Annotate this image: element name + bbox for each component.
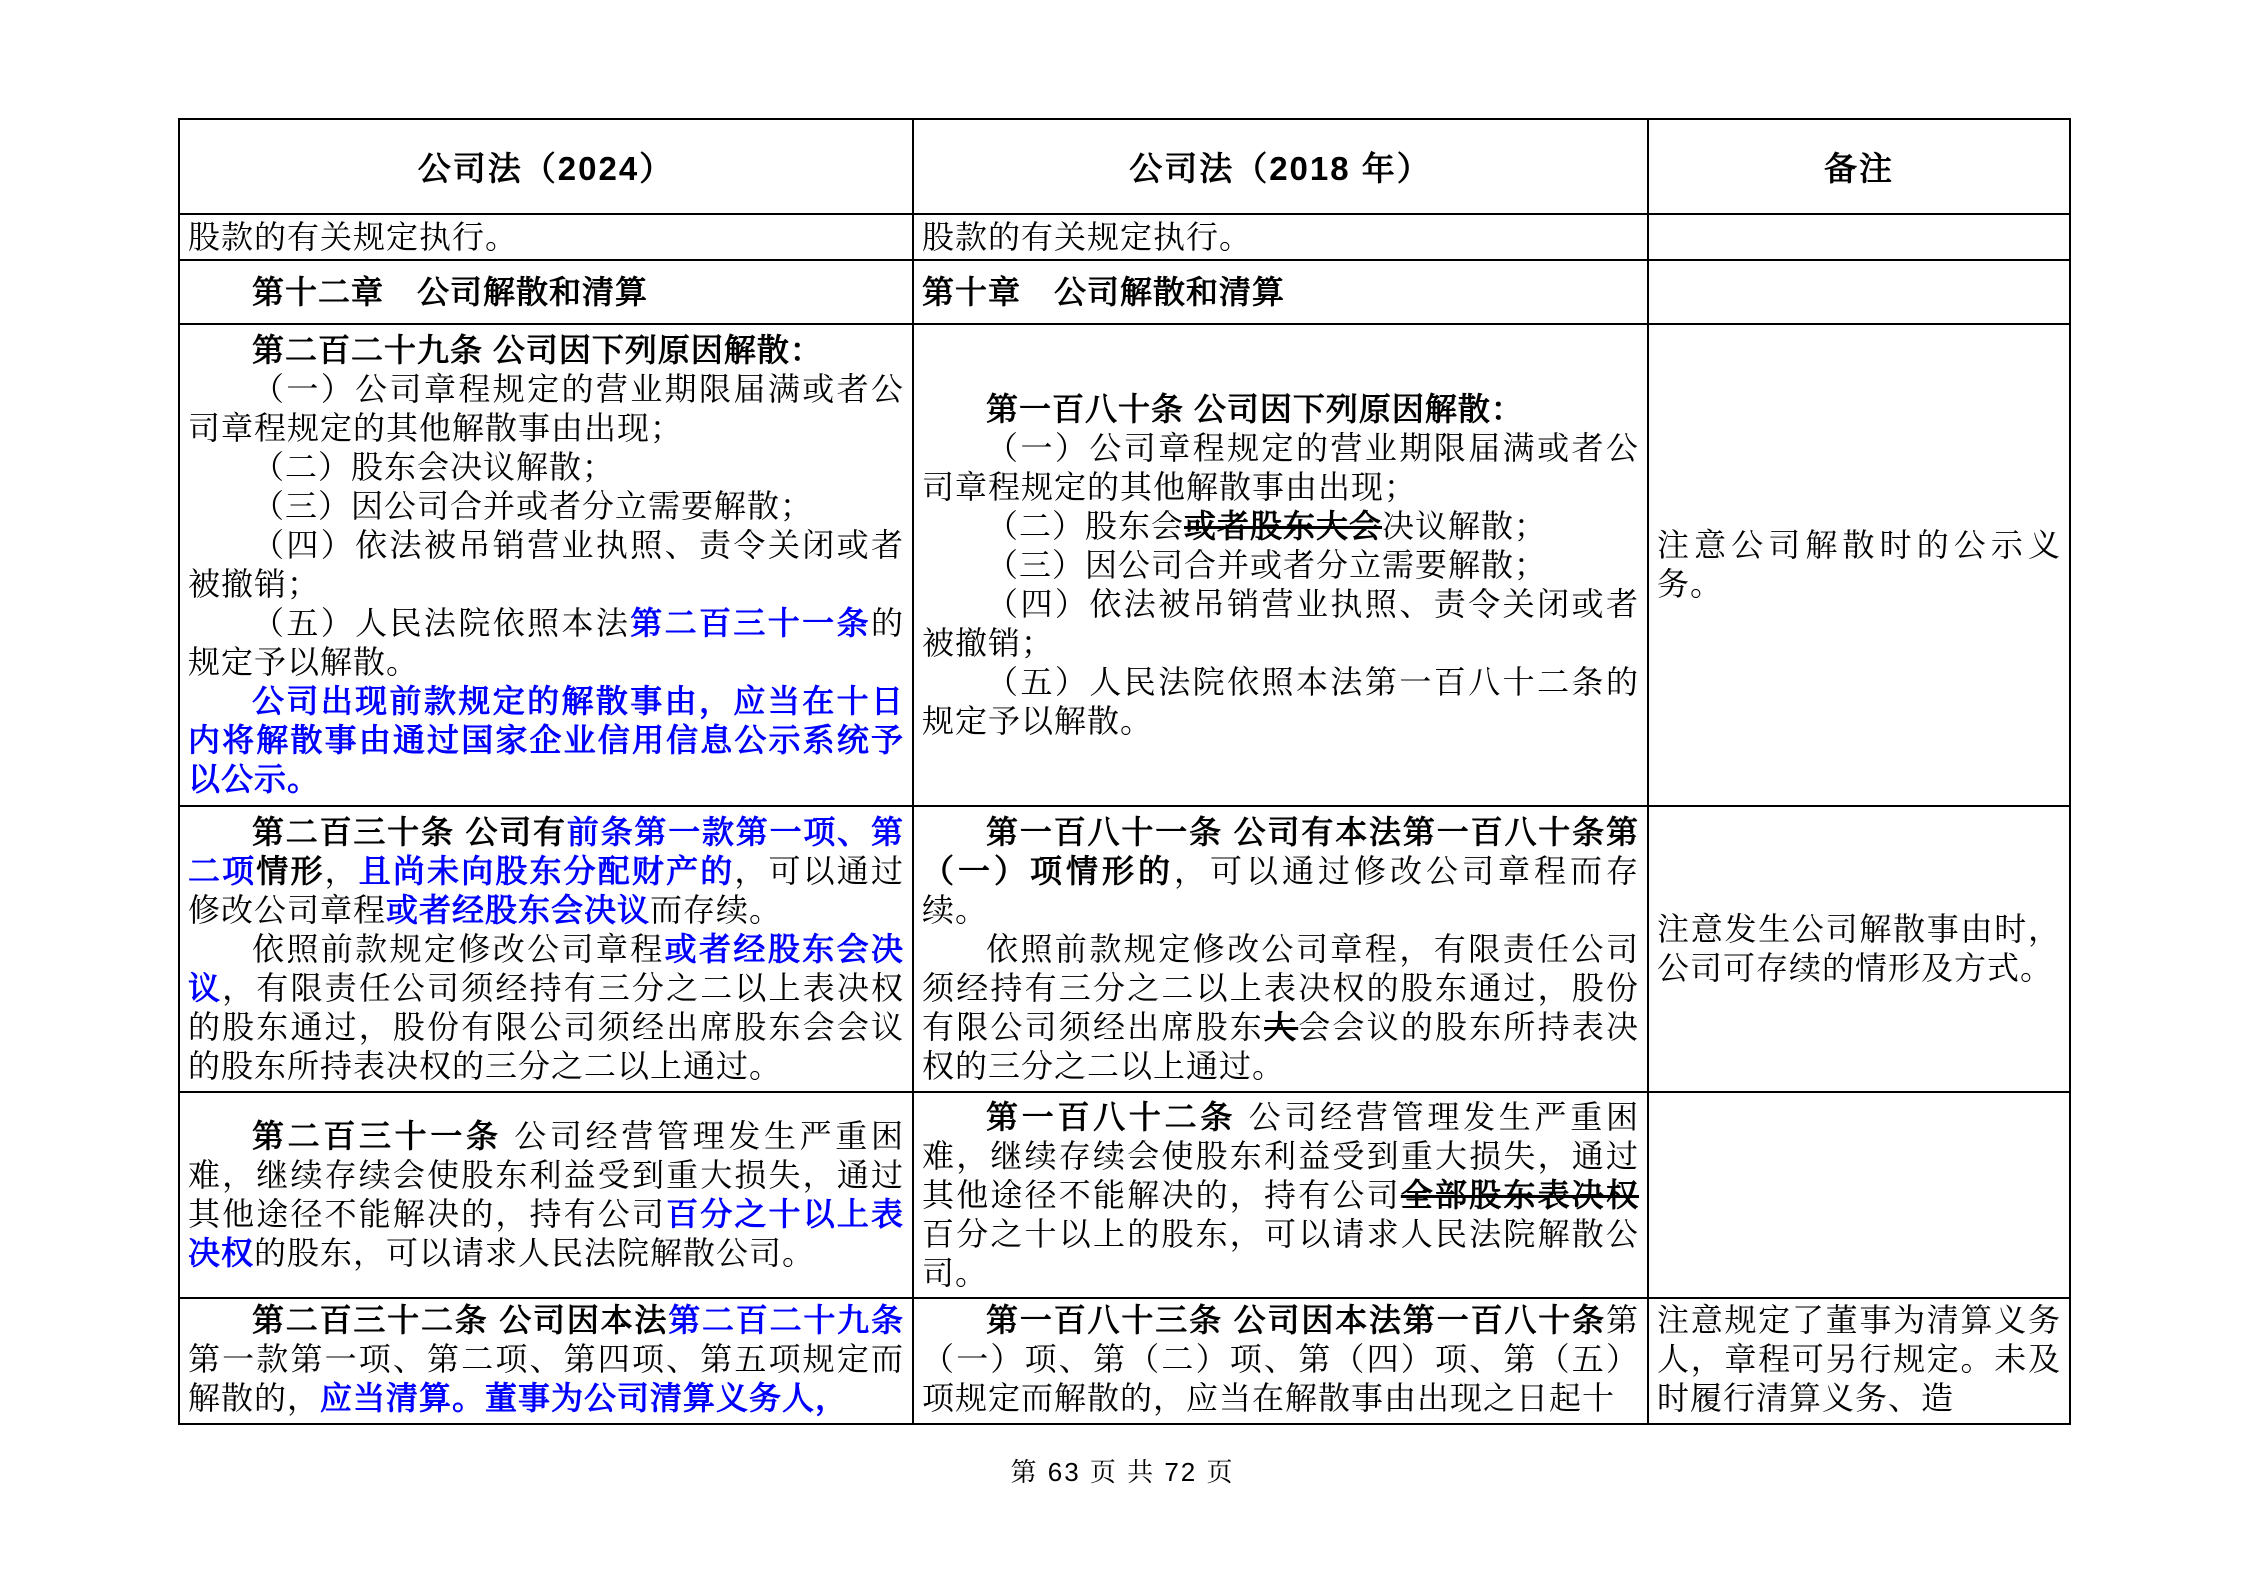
deleted-text-segment: 大 [1263,1008,1299,1045]
text-segment: 公司经营管理发生严重困难，继续存续会使股东利益受到重大损失，通过其他途径不能解决的，持有公司 [922,1098,1639,1213]
text-paragraph [1657,1301,2061,1418]
added-text-segment: 第二百二十九条 [668,1302,904,1338]
clipped-cell-content [188,1301,904,1419]
text-segment: （四）依法被吊销营业执照、责令关闭或者被撤销； [188,527,904,602]
text-paragraph [922,1301,1639,1418]
text-paragraph [188,813,904,930]
cell-2024-continuation [179,214,913,260]
text-segment: ， [324,852,359,889]
text-paragraph [922,218,1639,257]
cell-2018-article-180 [913,324,1648,806]
text-segment: （二）股东会决议解散； [252,449,616,485]
cell-2018-continuation [913,214,1648,260]
text-paragraph [922,273,1639,312]
text-segment: 依照前款规定修改公司章程 [252,930,665,967]
text-paragraph [922,390,1639,429]
added-text-segment: 且尚未向股东分配财产的 [358,852,735,889]
table-row-chapter [179,260,2070,324]
added-text-segment: 前条第一款第一项、第二项 [188,813,904,889]
clipped-cell-content [922,1301,1639,1419]
table-row-article-230 [179,806,2070,1092]
text-segment: 第二百三十条 公司有 [252,813,567,850]
text-paragraph [188,1301,904,1418]
text-segment: 第一百八十三条 公司因本法第一百八十条 [986,1302,1606,1338]
text-paragraph [922,930,1639,1086]
text-paragraph [188,331,904,370]
text-segment: 第二百三十一条 [252,1118,502,1154]
cell-2018-chapter [913,260,1648,324]
cell-remarks-article-232 [1648,1298,2070,1424]
text-segment: 的股东，可以请求人民法院解散公司。 [254,1235,816,1271]
text-segment: 而存续。 [650,891,783,928]
cell-2024-article-230 [179,806,913,1092]
header-remarks: 备注 [1648,119,2070,214]
table-row-article-231 [179,1092,2070,1298]
cell-2024-article-229 [179,324,913,806]
text-segment: （五）人民法院依照本法 [252,605,631,641]
text-segment: 第一百八十条 公司因下列原因解散： [986,390,1524,427]
law-comparison-table [178,118,2071,1425]
table-row-article-229 [179,324,2070,806]
text-segment: ，可以通过修改公司章程而存续。 [922,852,1639,928]
text-segment: 第二百二十九条 公司因下列原因解散： [252,332,823,368]
deleted-text-segment: 全部股东表决权 [1400,1176,1639,1213]
text-segment: ，有限责任公司须经持有三分之二以上表决权的股东通过，股份有限公司须经出席股东会会议的股东所持表决权的三分之二以上通过。 [188,969,904,1084]
added-text-segment: 或者经股东会决议 [188,930,904,1006]
text-paragraph [188,370,904,448]
text-segment: 第（一）项、第（二）项、第（四）项、第（五）项规定而解散的，应当在解散事由出现之日起十 [922,1302,1639,1416]
text-paragraph [922,1098,1639,1293]
cell-2018-article-182 [913,1092,1648,1298]
text-segment: 第十章 公司解散和清算 [922,273,1286,310]
clipped-cell-content [1657,1301,2061,1419]
text-segment: 情形 [256,852,325,889]
text-segment: 的规定予以解散。 [188,605,904,680]
text-segment: 第十二章 公司解散和清算 [252,273,649,310]
cell-remarks-chapter [1648,260,2070,324]
header-law-2018: 公司法（2018 年） [913,119,1648,214]
text-segment: 公司经营管理发生严重困难，继续存续会使股东利益受到重大损失，通过其他途径不能解决的，持有公司 [188,1118,904,1232]
text-paragraph [188,448,904,487]
text-paragraph [188,218,904,257]
text-segment: 第一百八十二条 [986,1098,1237,1135]
added-text-segment: 应当清算。董事为公司清算义务人， [320,1380,849,1416]
text-paragraph [922,507,1639,546]
text-segment: （三）因公司合并或者分立需要解散； [252,488,814,524]
text-segment: （一）公司章程规定的营业期限届满或者公司章程规定的其他解散事由出现； [188,371,904,446]
text-paragraph [188,273,904,312]
text-paragraph [188,526,904,604]
page-number-footer: 第 63 页 共 72 页 [1010,1457,1235,1487]
table-header-row [179,119,2070,214]
text-segment: 股款的有关规定执行。 [922,218,1253,255]
table-row-continuation [179,214,2070,260]
text-segment: 会会议的股东所持表决权的三分之二以上通过。 [922,1008,1639,1084]
deleted-text-segment: 或者股东大会 [1184,507,1383,544]
header-law-2024: 公司法（2024） [179,119,913,214]
cell-2024-chapter [179,260,913,324]
text-paragraph [1657,526,2061,604]
text-segment: 百分之十以上的股东，可以请求人民法院解散公司。 [922,1215,1639,1291]
text-paragraph [1657,910,2061,988]
text-segment: （五）人民法院依照本法第一百八十二条的规定予以解散。 [922,663,1639,739]
text-paragraph [188,1117,904,1273]
cell-remarks-article-231 [1648,1092,2070,1298]
text-segment: 决议解散； [1382,507,1548,544]
text-paragraph [188,682,904,799]
added-text-segment: 第二百三十一条 [630,605,871,641]
text-paragraph [188,487,904,526]
text-paragraph [922,429,1639,507]
cell-remarks-continuation [1648,214,2070,260]
text-paragraph [188,930,904,1086]
text-segment: 注意规定了董事为清算义务人，章程可另行规定。未及时履行清算义务、造 [1657,1302,2061,1416]
text-segment: 第一百八十一条 公司有本法第一百八十条第（一）项情形的 [922,813,1639,889]
text-segment: 依照前款规定修改公司章程，有限责任公司须经持有三分之二以上表决权的股东通过，股份有限公司须经出席股东 [922,930,1639,1045]
text-segment: 第二百三十二条 公司因本法 [252,1302,669,1338]
text-segment: （二）股东会 [986,507,1185,544]
cell-remarks-article-229 [1648,324,2070,806]
cell-2024-article-231 [179,1092,913,1298]
added-text-segment: 或者经股东会决议 [386,891,651,928]
text-paragraph [922,663,1639,741]
text-segment: （一）公司章程规定的营业期限届满或者公司章程规定的其他解散事由出现； [922,429,1639,505]
text-segment: 第一款第一项、第二项、第四项、第五项规定而解散的， [188,1341,904,1416]
text-segment: （三）因公司合并或者分立需要解散； [986,546,1548,583]
table-row-article-232 [179,1298,2070,1424]
text-segment: 股款的有关规定执行。 [188,218,519,255]
added-text-segment: 百分之十以上表决权 [188,1196,904,1271]
text-paragraph [922,546,1639,585]
cell-2018-article-181 [913,806,1648,1092]
text-segment: （四）依法被吊销营业执照、责令关闭或者被撤销； [922,585,1639,661]
cell-2024-article-232 [179,1298,913,1424]
added-text-segment: 公司出现前款规定的解散事由，应当在十日内将解散事由通过国家企业信用信息公示系统予以公示。 [188,683,904,797]
text-segment: 注意发生公司解散事由时，公司可存续的情形及方式。 [1657,911,2061,986]
text-segment: ，可以通过修改公司章程 [188,852,904,928]
text-paragraph [922,813,1639,930]
text-segment: 注意公司解散时的公示义务。 [1657,527,2061,602]
cell-remarks-article-230 [1648,806,2070,1092]
cell-2018-article-183 [913,1298,1648,1424]
text-paragraph [922,585,1639,663]
text-paragraph [188,604,904,682]
